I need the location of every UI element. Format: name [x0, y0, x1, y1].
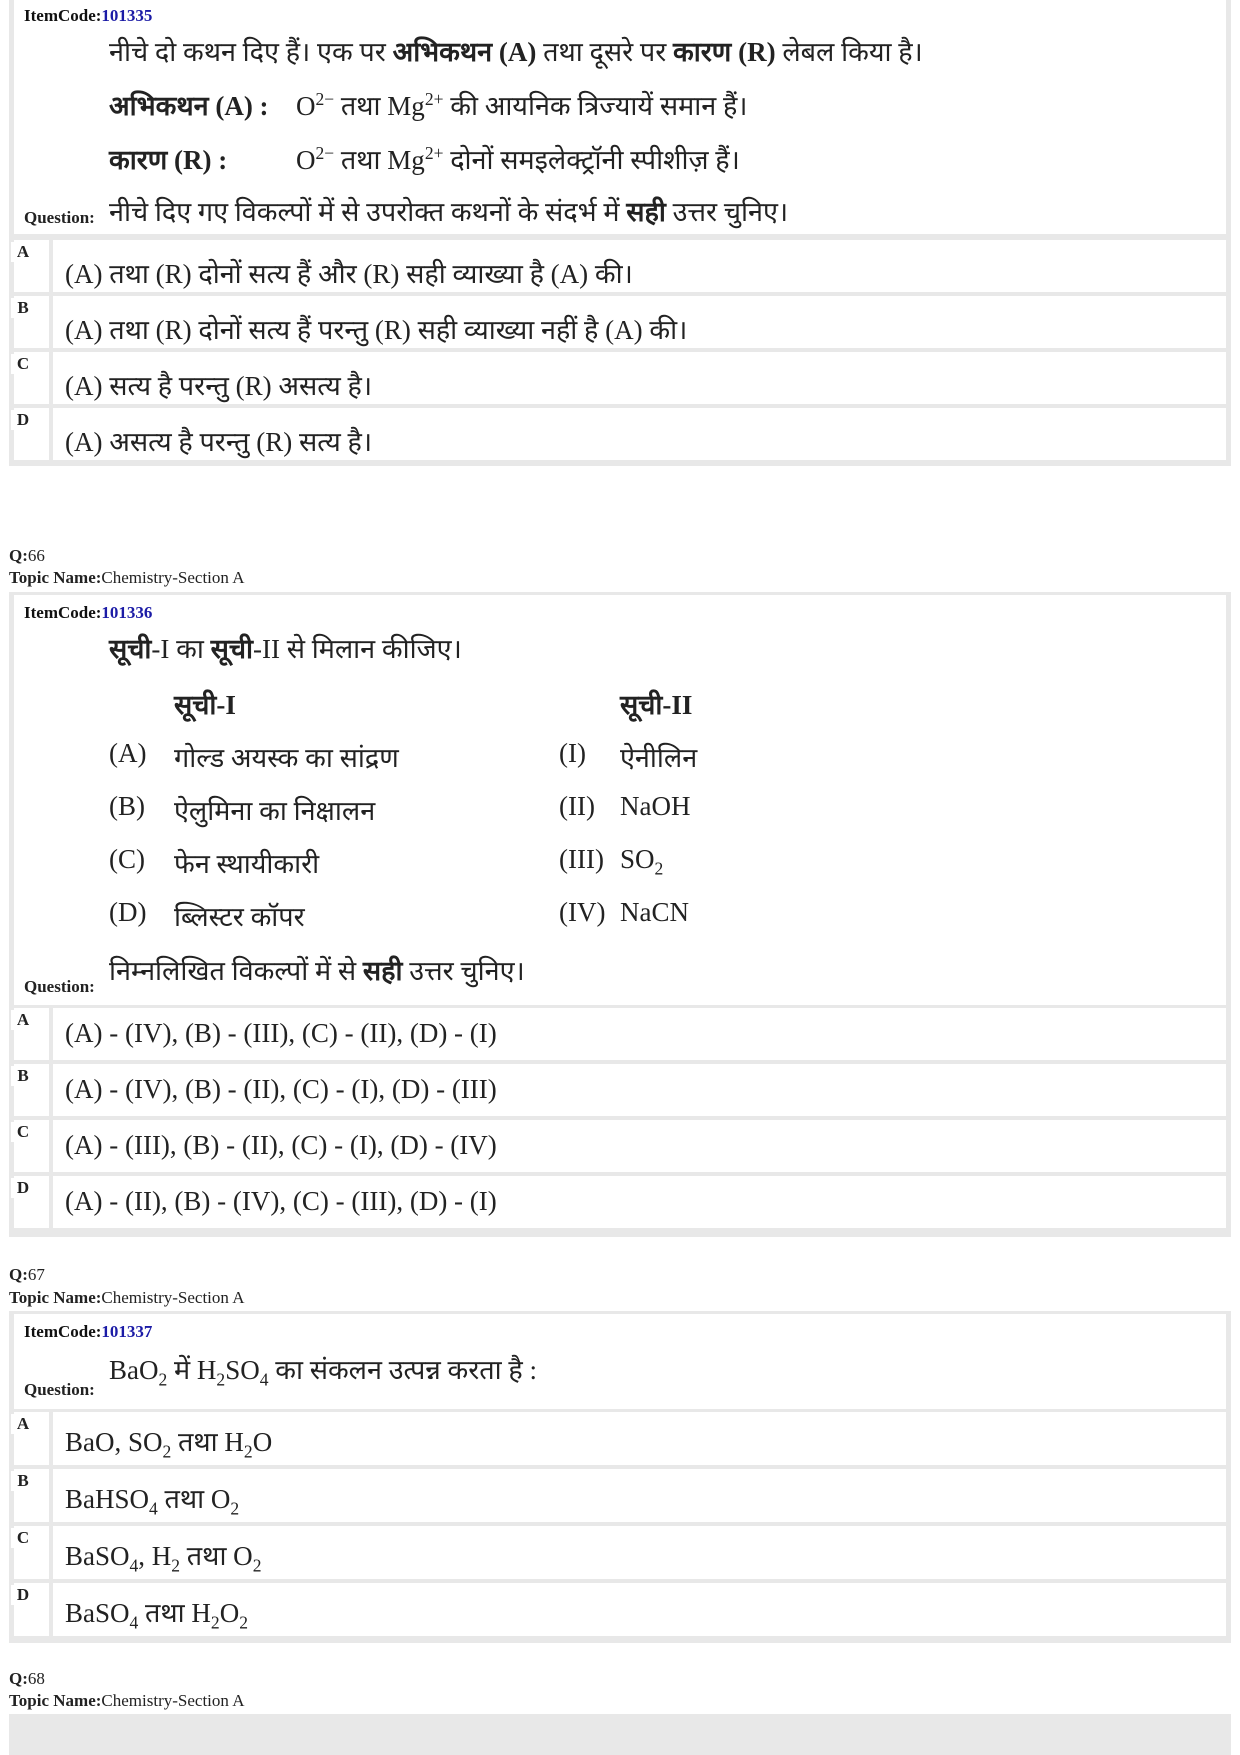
list-row: (D) [109, 897, 147, 927]
list-row: गोल्ड अयस्क का सांद्रण [174, 743, 399, 773]
list-row: फेन स्थायीकारी [174, 849, 320, 879]
list-row: $SO_2$ [620, 844, 664, 879]
option-b[interactable] [14, 1469, 1226, 1522]
list-row: ऐलुमिना का निक्षालन [174, 796, 376, 826]
option-letter: B [11, 1066, 35, 1086]
item-code: ItemCode:101336 [24, 603, 153, 622]
question-label: Question: [24, 208, 95, 227]
question-number: Q:68 [9, 1669, 45, 1688]
instruction: निम्नलिखित विकल्पों में से सही उत्तर चुनिए। [109, 956, 525, 986]
option-letter: B [11, 1471, 35, 1491]
statement-intro: नीचे दो कथन दिए हैं। एक पर अभिकथन (A) तथा दूसरे पर कारण (R) लेबल किया है। [109, 37, 923, 67]
option-text: (A) - (II), (B) - (IV), (C) - (III), (D) - (I) [49, 1176, 1226, 1228]
option-b[interactable] [14, 296, 1226, 348]
option-text: (A) असत्य है परन्तु (R) सत्य है। [49, 408, 1226, 460]
list-row: (A) [109, 738, 147, 768]
instruction: नीचे दिए गए विकल्पों में से उपरोक्त कथनों के संदर्भ में सही उत्तर चुनिए। [109, 197, 789, 227]
option-a[interactable] [14, 1008, 1226, 1060]
list-row: (I) [559, 738, 586, 768]
topic-name: Topic Name:Chemistry-Section A [9, 1691, 245, 1710]
question-block-68 [9, 1714, 1231, 1755]
list-row: NaCN [620, 897, 689, 927]
option-letter: C [11, 354, 35, 374]
list-row: (II) [559, 791, 595, 821]
option-d[interactable] [14, 1583, 1226, 1636]
question-label: Question: [24, 977, 95, 996]
option-text: (A) सत्य है परन्तु (R) असत्य है। [49, 352, 1226, 404]
option-letter: A [11, 1414, 35, 1434]
option-letter: A [11, 1010, 35, 1030]
question-block-67 [9, 1311, 1231, 1643]
option-letter: D [11, 1178, 35, 1198]
option-letter: D [11, 1585, 35, 1605]
question-number: Q:67 [9, 1265, 45, 1284]
list-row: (IV) [559, 897, 606, 927]
option-letter: C [11, 1528, 35, 1548]
option-text: (A) तथा (R) दोनों सत्य हैं परन्तु (R) सही व्याख्या नहीं है (A) की। [49, 296, 1226, 348]
list-row: (C) [109, 844, 145, 874]
option-letter: A [11, 242, 35, 262]
option-c[interactable] [14, 1526, 1226, 1579]
question-stem: BaO$_2$ में $H_2SO_4$ का संकलन उत्पन्न करता है : [109, 1355, 537, 1390]
list-row: ब्लिस्टर कॉपर [174, 902, 305, 932]
topic-name: Topic Name:Chemistry-Section A [9, 1288, 245, 1307]
option-text: BaO, $SO_2$ तथा $H_2O$ [49, 1412, 1226, 1465]
question-label: Question: [24, 1380, 95, 1399]
option-text: (A) - (IV), (B) - (III), (C) - (II), (D) - (I) [49, 1008, 1226, 1060]
option-letter: B [11, 298, 35, 318]
option-text: (A) तथा (R) दोनों सत्य हैं और (R) सही व्याख्या है (A) की। [49, 240, 1226, 292]
option-c[interactable] [14, 352, 1226, 404]
question-number: Q:66 [9, 546, 45, 565]
option-text: BaSO$_4$, $H_2$ तथा $O_2$ [49, 1526, 1226, 1579]
item-code: ItemCode:101337 [24, 1322, 153, 1341]
question-block-66 [9, 592, 1231, 1237]
topic-name: Topic Name:Chemistry-Section A [9, 568, 245, 587]
option-text: BaSO$_4$ तथा $H_2O_2$ [49, 1583, 1226, 1636]
list-row: ऐनीलिन [620, 743, 698, 773]
list-row: (III) [559, 844, 604, 874]
list-2-heading: सूची-II [620, 690, 693, 720]
option-d[interactable] [14, 1176, 1226, 1228]
list-row: (B) [109, 791, 145, 821]
option-a[interactable] [14, 1412, 1226, 1465]
option-letter: D [11, 410, 35, 430]
option-text: (A) - (IV), (B) - (II), (C) - (I), (D) - (III) [49, 1064, 1226, 1116]
question-block-65 [9, 0, 1231, 466]
assertion: अभिकथन (A) : $O^{2-}$ तथा $Mg^{2+}$ की आयनिक त्रिज्यायें समान हैं। [109, 89, 748, 121]
option-c[interactable] [14, 1120, 1226, 1172]
option-text: BaHSO$_4$ तथा $O_2$ [49, 1469, 1226, 1522]
option-b[interactable] [14, 1064, 1226, 1116]
reason: कारण (R) : $O^{2-}$ तथा $Mg^{2+}$ दोनों समइलेक्ट्रॉनी स्पीशीज़ हैं। [109, 143, 740, 175]
item-code: ItemCode:101335 [24, 6, 153, 25]
list-1-heading: सूची-I [174, 690, 236, 720]
option-text: (A) - (III), (B) - (II), (C) - (I), (D) - (IV) [49, 1120, 1226, 1172]
option-d[interactable] [14, 408, 1226, 460]
list-row: NaOH [620, 791, 691, 821]
option-letter: C [11, 1122, 35, 1142]
statement-intro: सूची-I का सूची-II से मिलान कीजिए। [109, 634, 462, 664]
option-a[interactable] [14, 240, 1226, 292]
